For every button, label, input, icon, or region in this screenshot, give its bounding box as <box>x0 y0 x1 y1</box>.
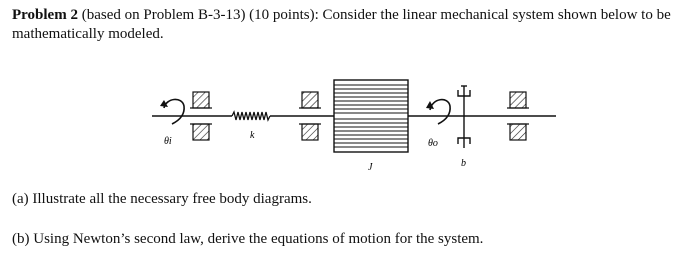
problem-heading: Problem 2 <box>12 7 78 23</box>
input-rotation-arrow <box>160 99 184 124</box>
question-b: (b) Using Newton’s second law, derive the equations of motion for the system. <box>12 231 484 247</box>
damper <box>458 86 470 148</box>
inertia-disk <box>334 80 408 152</box>
b-label: b <box>461 158 466 169</box>
k-label: k <box>250 130 255 141</box>
J-label: J <box>368 162 373 173</box>
theta-o-label: θo <box>428 138 438 149</box>
spring <box>232 112 270 120</box>
question-a: (a) Illustrate all the necessary free body diagrams. <box>12 191 312 207</box>
problem-text: (based on Problem B-3-13) (10 points): Consider the linear mechanical system shown below to be mathematically modeled. <box>12 7 671 42</box>
theta-i-label: θi <box>164 136 172 147</box>
output-rotation-arrow <box>426 100 450 124</box>
